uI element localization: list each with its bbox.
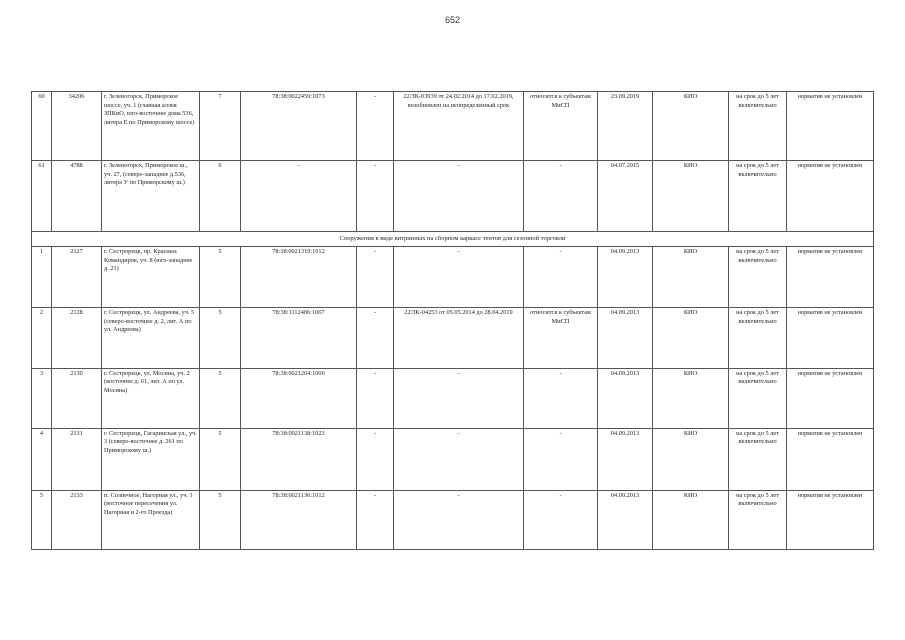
cell-smb-status: -	[524, 247, 598, 308]
cell-agreement: -	[394, 368, 524, 428]
cell-norm: норматив не установлен	[787, 247, 874, 308]
cell-kio: КИО	[653, 92, 729, 161]
registry-table	[31, 91, 874, 550]
cell-term: на срок до 5 лет включительно	[729, 428, 787, 490]
cell-date: 04.09.2013	[598, 308, 653, 368]
cell-smb-status: -	[524, 490, 598, 549]
cell-cadastral-number: 78:38:0021204:1006	[241, 368, 357, 428]
cell-cadastral-number: 78:38:1112406:1067	[241, 308, 357, 368]
cell-date: 04.09.2013	[598, 490, 653, 549]
cell-col6: -	[357, 428, 394, 490]
cell-address: г. Зеленогорск, Приморское ш., уч. 27, (северо-западнее д.536, литера У по Приморскому ш.)	[102, 161, 200, 232]
cell-kio: КИО	[653, 368, 729, 428]
cell-row-number: 5	[32, 490, 52, 549]
cell-kio: КИО	[653, 247, 729, 308]
table-row	[32, 490, 874, 549]
cell-term: на срок до 5 лет включительно	[729, 368, 787, 428]
cell-col6: -	[357, 161, 394, 232]
cell-cadastral-number: 78:38:0021138:1023	[241, 428, 357, 490]
table-row	[32, 161, 874, 232]
cell-area: 5	[200, 247, 241, 308]
table-row	[32, 247, 874, 308]
cell-term: на срок до 5 лет включительно	[729, 308, 787, 368]
cell-object-id: 2128	[52, 308, 102, 368]
cell-area: 7	[200, 92, 241, 161]
cell-object-id: 2133	[52, 490, 102, 549]
cell-date: 04.09.2013	[598, 247, 653, 308]
cell-area: 6	[200, 161, 241, 232]
cell-row-number: 3	[32, 368, 52, 428]
cell-norm: норматив не установлен	[787, 490, 874, 549]
cell-area: 5	[200, 428, 241, 490]
cell-agreement: 22/ЗК-04253 от 05.05.2014 до 28.04.2019	[394, 308, 524, 368]
cell-kio: КИО	[653, 161, 729, 232]
cell-agreement: -	[394, 428, 524, 490]
page-number: 652	[444, 15, 461, 25]
cell-norm: норматив не установлен	[787, 308, 874, 368]
cell-date: 23.09.2019	[598, 92, 653, 161]
cell-smb-status: -	[524, 368, 598, 428]
cell-area: 5	[200, 308, 241, 368]
cell-row-number: 2	[32, 308, 52, 368]
cell-address: г. Сестрорецк, Гагаринская ул., уч. 3 (северо-восточнее д. 261 по Приморскому ш.)	[102, 428, 200, 490]
cell-kio: КИО	[653, 428, 729, 490]
cell-date: 04.09.2013	[598, 428, 653, 490]
cell-norm: норматив не установлен	[787, 368, 874, 428]
cell-cadastral-number: -	[241, 161, 357, 232]
cell-row-number: 4	[32, 428, 52, 490]
cell-kio: КИО	[653, 490, 729, 549]
cell-agreement: 22/ЗК-03939 от 24.02.2014 до 17.02.2019, возобновлен на неопределенный срок	[394, 92, 524, 161]
section-body	[32, 232, 874, 247]
cell-object-id: 34206	[52, 92, 102, 161]
cell-row-number: 60	[32, 92, 52, 161]
cell-norm: норматив не установлен	[787, 92, 874, 161]
cell-address: г. Сестрорецк, пр. Красных Командиров, уч. 8 (юго-западнее д. 21)	[102, 247, 200, 308]
cell-date: 04.09.2013	[598, 368, 653, 428]
cell-kio: КИО	[653, 308, 729, 368]
cell-term: на срок до 5 лет включительно	[729, 161, 787, 232]
cell-term: на срок до 5 лет включительно	[729, 247, 787, 308]
cell-term: на срок до 5 лет включительно	[729, 92, 787, 161]
cell-address: г. Зеленогорск, Приморское шоссе, уч. 1 (главная аллея ЗПКиО, юго-восточнее дома 536, литера Е по Приморскому шоссе)	[102, 92, 200, 161]
cell-object-id: 2127	[52, 247, 102, 308]
cell-term: на срок до 5 лет включительно	[729, 490, 787, 549]
table-row	[32, 368, 874, 428]
cell-object-id: 2130	[52, 368, 102, 428]
cell-object-id: 4788	[52, 161, 102, 232]
cell-cadastral-number: 78:38:0021136:1012	[241, 490, 357, 549]
section-title: Сооружения в виде витринных на сборном каркасе тентов для сезонной торговли	[32, 232, 874, 247]
cell-area: 5	[200, 490, 241, 549]
table-row	[32, 428, 874, 490]
table-row	[32, 92, 874, 161]
cell-norm: норматив не установлен	[787, 428, 874, 490]
cell-col6: -	[357, 368, 394, 428]
table-body-bottom	[32, 247, 874, 550]
cell-address: г. Сестрорецк, ул. Мосина, уч. 2 (восточнее д. 61, лит. А по ул. Мосина)	[102, 368, 200, 428]
cell-col6: -	[357, 247, 394, 308]
cell-cadastral-number: 78:38:0021319:1012	[241, 247, 357, 308]
cell-row-number: 1	[32, 247, 52, 308]
table-body-top	[32, 92, 874, 232]
section-header-row	[32, 232, 874, 247]
cell-address: г. Сестрорецк, ул. Андреева, уч. 5 (северо-восточнее д. 2, лит. А по ул. Андреева)	[102, 308, 200, 368]
cell-col6: -	[357, 490, 394, 549]
cell-object-id: 2131	[52, 428, 102, 490]
cell-smb-status: относится к субъектам МиСП	[524, 92, 598, 161]
cell-smb-status: -	[524, 428, 598, 490]
cell-area: 5	[200, 368, 241, 428]
cell-cadastral-number: 78:38:0022459:1073	[241, 92, 357, 161]
cell-col6: -	[357, 308, 394, 368]
cell-smb-status: -	[524, 161, 598, 232]
cell-smb-status: относится к субъектам МиСП	[524, 308, 598, 368]
cell-agreement: -	[394, 247, 524, 308]
cell-col6: -	[357, 92, 394, 161]
cell-agreement: -	[394, 490, 524, 549]
cell-norm: норматив не установлен	[787, 161, 874, 232]
table-row	[32, 308, 874, 368]
cell-date: 04.07.2015	[598, 161, 653, 232]
cell-row-number: 61	[32, 161, 52, 232]
cell-address: п. Солнечное, Нагорная ул., уч. 1 (восточное пересечения ул. Нагорная и 2-го Проезда)	[102, 490, 200, 549]
cell-agreement: -	[394, 161, 524, 232]
